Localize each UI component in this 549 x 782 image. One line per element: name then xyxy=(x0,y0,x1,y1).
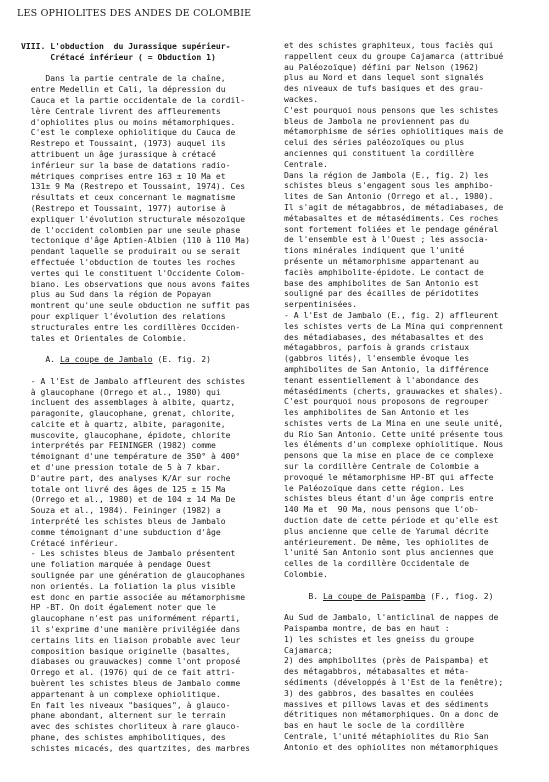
text-line: entre Medellin et Cali, la dépression du xyxy=(21,84,226,95)
text-line: tectonique d'âge Aptien-Albien (110 à 110 Ma) xyxy=(21,235,251,246)
text-line: Souza et al., 1984). Feininger (1982) a xyxy=(21,505,221,516)
text-line: effectuée l'obduction de toutes les roches xyxy=(21,256,236,267)
text-line: Centrale. xyxy=(284,158,328,169)
text-line: métasédiments (cherts, grauwackes et shales). xyxy=(284,385,504,396)
text-line: faciès amphibolite-épidote. Le contact de xyxy=(284,266,484,277)
text-line: Antonio et des ophiolites non métamorphiques xyxy=(284,741,499,752)
text-line: Cajamarca; xyxy=(284,644,333,655)
text-line: phane abondant, alternent sur le terrain xyxy=(21,710,226,721)
text-line: sur la cordillère Centrale de Colombie a xyxy=(284,461,479,472)
text-line: l'unité San Antonio sont plus anciennes que xyxy=(284,547,494,558)
text-line: de l'ensemble est à l'Ouest ; les associa- xyxy=(284,234,489,245)
text-line: massives et pillows lavas et des sédiments xyxy=(284,698,489,709)
text-line: D'autre part, des analyses K/Ar sur roche xyxy=(21,472,231,483)
text-line: métriques comprises entre 163 ± 10 Ma et xyxy=(21,170,226,181)
text-line: au Paléozoïque) défini par Nelson (1962) xyxy=(284,61,479,72)
text-line: Centrale, l'unité métaphiolites du Rio San xyxy=(284,731,489,741)
text-line: C'est pourquoi nous pensons que les schistes xyxy=(284,104,499,115)
text-line: schistes micacés, des quartzites, des marbres xyxy=(21,742,251,753)
blank-line xyxy=(284,601,534,612)
text-line: (gabbros lités), l'ensemble évoque les xyxy=(284,353,470,364)
text-line: les amphibolites de San Antonio et les xyxy=(284,407,470,418)
text-line: Colombie. xyxy=(284,569,328,580)
text-line: plus ancienne que celle de Yarumal décrite xyxy=(284,525,489,536)
text-line: tenant essentiellement à l'abondance des xyxy=(284,374,479,385)
text-line: composition basique originelle (basaltes, xyxy=(21,645,231,656)
text-line: B. La coupe de Paispamba (F., fiog. 2) xyxy=(284,590,494,601)
text-line: détritiques non métamorphiques. On a donc de xyxy=(284,709,499,720)
blank-line xyxy=(284,580,534,591)
text-line: buèrent les schistes bleus de Jambalo comme xyxy=(21,678,241,689)
blank-line xyxy=(21,343,267,354)
text-line: est donc en partie associée au métamorphisme xyxy=(21,591,246,602)
text-line: En fait les niveaux "basiques", à glauco- xyxy=(21,699,231,710)
text-line: HP -BT. On doit également noter que le xyxy=(21,602,216,613)
text-line: 140 Ma et 90 Ma, nous pensons que l'ob- xyxy=(284,504,479,515)
text-line: le Paléozoïque dans cette région. Les xyxy=(284,482,465,493)
text-line: Crétacé inférieur. xyxy=(21,537,119,548)
text-line: - A l'Est de Jambalo affleurent des schistes xyxy=(21,375,246,386)
text-line: montrent qu'une seule obduction ne suffit pas xyxy=(21,300,251,311)
text-line: wackes. xyxy=(284,93,319,104)
text-line: phane, des schistes amphibolitiques, des xyxy=(21,732,226,742)
text-line: serpentinisées. xyxy=(284,299,358,310)
text-line: avec des schistes chorliteux à rare glauco- xyxy=(21,721,241,732)
text-line: interprétés par FEININGER (1982) comme xyxy=(21,440,216,451)
text-line: base des amphibolites de San Antonio est xyxy=(284,277,479,288)
text-line: résultats et ceux concernant le magmatisme xyxy=(21,192,236,203)
text-line: schistes bleus étant d'un âge compris entre xyxy=(284,493,494,504)
section-heading: La coupe de Jambalo xyxy=(59,354,153,365)
text-line: les schistes verts de La Mina qui comprennent xyxy=(284,320,504,331)
text-line: lites de San Antonio (Orrego et al., 1980). xyxy=(284,191,494,202)
text-line: des métagabbros, métabasaltes et méta- xyxy=(284,666,470,677)
text-line: C'est le complexe ophiolitique du Cauca de xyxy=(21,127,236,138)
text-line: rappellent ceux du groupe Cajamarca (attribué xyxy=(284,50,504,61)
text-line: incluent des assemblages à albite, quartz, xyxy=(21,397,236,408)
text-line: (Orrego et al., 1980) et de 104 ± 14 Ma De xyxy=(21,494,236,505)
text-line: provoqué le métamorphisme HP-BT qui affecte xyxy=(284,471,494,482)
text-line: structurales entre les cordillères Occiden- xyxy=(21,321,241,332)
text-line: sédiments (développés à l'Est de la fenêtre); xyxy=(284,677,504,688)
text-line: muscovite, glaucophane, épidote, chlorite xyxy=(21,429,231,440)
text-line: présente un métamorphisme appartenant au xyxy=(284,255,479,266)
text-line: C'est pourquoi nous proposons de regrouper xyxy=(284,396,489,407)
right-column xyxy=(284,40,534,753)
text-line: celui des séries paléozoïques ou plus xyxy=(284,137,465,148)
text-line: des métadiabases, des métabasaltes et des xyxy=(284,331,484,342)
text-line: - A l'Est de Jambalo (E., fig. 2) affleurent xyxy=(284,309,499,320)
text-line: 1) les schistes et les gneiss du groupe xyxy=(284,633,475,644)
text-line: diabases ou grauwackes) comme l'ont proposé xyxy=(21,656,241,667)
text-line: Dans la partie centrale de la chaîne, xyxy=(21,73,226,84)
text-line: du Rio San Antonio. Cette unité présente tous xyxy=(284,428,504,439)
text-line: 3) des gabbros, des basaltes en coulées xyxy=(284,687,475,698)
text-line: antérieurement. De même, les ophiolites de xyxy=(284,536,489,547)
left-column xyxy=(21,41,267,754)
text-line: métabasaltes et de métasédiments. Ces roches xyxy=(284,212,499,223)
text-line: plus au Nord et dans lequel sont signalés xyxy=(284,72,484,83)
text-line: Cauca et la partie occidentale de la cordil- xyxy=(21,94,246,105)
text-line: bas en haut le socle de la cordillère xyxy=(284,720,465,731)
text-line: métamorphisme de séries ophiolitiques mais de xyxy=(284,126,504,137)
text-line: Dans la région de Jambola (E., fig. 2) les xyxy=(284,169,489,180)
text-line: non orientés. La foliation la plus visible xyxy=(21,580,236,591)
text-line: certains lits en liaison probable avec leur xyxy=(21,634,241,645)
text-line: une foliation marquée à pendage Ouest xyxy=(21,559,212,570)
text-line: (Restrepo et Toussaint, 1977) autorise à xyxy=(21,202,226,213)
text-line: souligné par des écailles de péridotites xyxy=(284,288,479,299)
text-line: pensons que la mise en place de ce complexe xyxy=(284,450,494,461)
text-line: anciennes qui constituent la cordillère xyxy=(284,147,475,158)
text-line: comme témoignant d'une subduction d'âge xyxy=(21,526,221,537)
text-line: biano. Les observations que nous avons faites xyxy=(21,278,251,289)
text-line: tales et Orientales de Colombie. xyxy=(21,332,187,343)
text-line: Crétacé inférieur ( = Obduction 1) xyxy=(21,51,216,62)
text-line: schistes verts de La Mina en une seule unité, xyxy=(284,417,504,428)
text-line: sont fortement foliées et le pendage général xyxy=(284,223,499,234)
text-line: Il s'agit de métagabbros, de métadiabases, de xyxy=(284,201,504,212)
text-line: bleus de Jambola ne proviennent pas du xyxy=(284,115,470,126)
text-line: il s'exprime d'une manière privilégiée dans xyxy=(21,624,241,635)
text-line: VIII. L'obduction du Jurassique supérieur- xyxy=(21,41,231,51)
text-line: paragonite, glaucophane, grenat, chlorite, xyxy=(21,408,236,419)
text-line: duction date de cette période et qu'elle est xyxy=(284,515,499,526)
text-line: Au Sud de Jambalo, l'anticlinal de nappes de xyxy=(284,612,499,623)
text-line: inférieur sur la base de datations radio- xyxy=(21,159,231,170)
text-line: celles de la cordillère Occidentale de xyxy=(284,558,470,569)
text-line: vertes qui le constituent l'Occidente Colom- xyxy=(21,267,246,278)
text-line: des niveaux de tufs basiques et des grau- xyxy=(284,83,484,94)
text-line: les éléments d'un complexe ophiolitique. Nous xyxy=(284,439,504,450)
text-line: expliquer l'évolution structurale mésozoïque xyxy=(21,213,246,224)
text-line: Restrepo et Toussaint, (1973) auquel ils xyxy=(21,138,226,149)
text-line: totale ont livré des âges de 125 ± 15 Ma xyxy=(21,483,226,494)
text-line: A. La coupe de Jambalo (E. fig. 2) xyxy=(21,354,212,365)
text-line: attribuent un âge jurassique à crétacé xyxy=(21,148,216,159)
text-line: à glaucophane (Orrego et al., 1980) qui xyxy=(21,386,221,397)
text-line: 131± 9 Ma (Restrepo et Toussaint, 1974). Ces xyxy=(21,181,246,192)
text-line: glaucophane n'est pas uniformément réparti, xyxy=(21,613,241,624)
text-line: pour expliquer l'évolution des relations xyxy=(21,310,226,321)
text-line: 2) des amphibolites (près de Paispamba) et xyxy=(284,655,489,666)
text-line: calcite et à quartz, albite, paragonite, xyxy=(21,418,226,429)
blank-line xyxy=(21,63,267,74)
text-line: - Les schistes bleus de Jambalo présentent xyxy=(21,548,236,559)
section-heading: La coupe de Paispamba xyxy=(322,590,426,601)
text-line: tions minérales indiquent que l'unité xyxy=(284,245,465,256)
text-line: schistes bleus s'engagent sous les amphibo- xyxy=(284,180,494,191)
text-line: et des schistes graphiteux, tous faciès qui xyxy=(284,40,494,50)
text-line: d'ophiolites plus ou moins métamorphiques. xyxy=(21,116,236,127)
text-line: et d'une pression totale de 5 à 7 kbar. xyxy=(21,462,221,473)
text-line: pendant laquelle se produirait ou se serait xyxy=(21,246,241,257)
text-line: Paispamba montre, de bas en haut : xyxy=(284,623,450,634)
text-line: interprété les schistes bleus de Jambalo xyxy=(21,516,226,527)
text-line: soulignée par une génération de glaucophanes xyxy=(21,570,246,581)
running-head: LES OPHIOLITES DES ANDES DE COLOMBIE xyxy=(17,8,252,19)
text-line: amphibolites de San Antonio, la différence xyxy=(284,363,489,374)
text-line: appartenant à un complexe ophiolitique. xyxy=(21,688,221,699)
text-line: lère Centrale livrent des affleurements xyxy=(21,105,221,116)
text-line: témoignant d'une température de 350° à 400° xyxy=(21,451,241,462)
text-line: Orrego et al. (1976) qui de ce fait attri- xyxy=(21,667,236,678)
text-line: plus au Sud dans la région de Popayan xyxy=(21,289,212,300)
text-line: de l'occident colombien par une seule phase xyxy=(21,224,241,235)
text-line: métagabbros, parfois à grands cristaux xyxy=(284,342,470,353)
blank-line xyxy=(21,365,267,376)
